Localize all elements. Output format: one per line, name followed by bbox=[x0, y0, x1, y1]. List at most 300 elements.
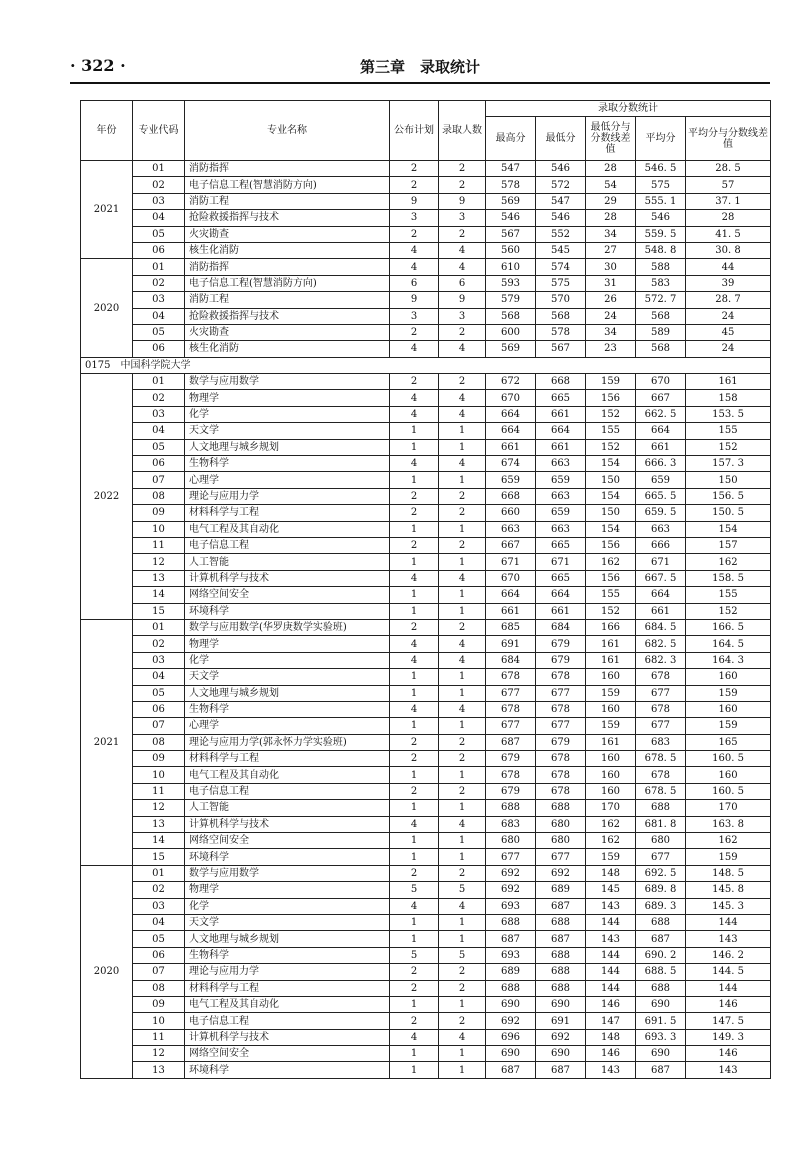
cell-name: 计算机科学与技术 bbox=[185, 1029, 390, 1045]
cell-plan: 1 bbox=[390, 587, 439, 603]
cell-year: 2021 bbox=[81, 161, 133, 259]
cell-name: 网络空间安全 bbox=[185, 1046, 390, 1062]
cell-plan: 1 bbox=[390, 472, 439, 488]
cell-name: 人文地理与城乡规划 bbox=[185, 439, 390, 455]
cell-avg: 548. 8 bbox=[636, 242, 686, 258]
cell-avg-diff: 156. 5 bbox=[686, 488, 771, 504]
cell-min: 575 bbox=[536, 275, 586, 291]
cell-min: 678 bbox=[536, 751, 586, 767]
table-row bbox=[81, 456, 771, 472]
cell-admitted: 1 bbox=[439, 849, 486, 865]
cell-plan: 2 bbox=[390, 324, 439, 340]
cell-max: 578 bbox=[486, 177, 536, 193]
cell-admitted: 1 bbox=[439, 554, 486, 570]
cell-code: 08 bbox=[133, 488, 185, 504]
cell-max: 661 bbox=[486, 439, 536, 455]
cell-plan: 1 bbox=[390, 996, 439, 1012]
table-row bbox=[81, 636, 771, 652]
cell-min-diff: 156 bbox=[586, 390, 636, 406]
header-rule bbox=[70, 82, 770, 84]
cell-code: 11 bbox=[133, 1029, 185, 1045]
cell-max: 680 bbox=[486, 833, 536, 849]
col-name: 专业名称 bbox=[185, 101, 390, 161]
cell-admitted: 4 bbox=[439, 406, 486, 422]
cell-plan: 1 bbox=[390, 1062, 439, 1078]
cell-avg-diff: 160 bbox=[686, 701, 771, 717]
cell-plan: 1 bbox=[390, 718, 439, 734]
cell-max: 660 bbox=[486, 505, 536, 521]
cell-code: 07 bbox=[133, 718, 185, 734]
cell-plan: 1 bbox=[390, 931, 439, 947]
cell-avg-diff: 149. 3 bbox=[686, 1029, 771, 1045]
cell-code: 06 bbox=[133, 701, 185, 717]
cell-admitted: 1 bbox=[439, 996, 486, 1012]
cell-min: 679 bbox=[536, 734, 586, 750]
cell-avg-diff: 155 bbox=[686, 587, 771, 603]
cell-min-diff: 146 bbox=[586, 996, 636, 1012]
cell-min: 661 bbox=[536, 439, 586, 455]
cell-max: 678 bbox=[486, 701, 536, 717]
cell-name: 网络空间安全 bbox=[185, 833, 390, 849]
cell-code: 07 bbox=[133, 472, 185, 488]
cell-max: 569 bbox=[486, 341, 536, 357]
cell-code: 11 bbox=[133, 537, 185, 553]
cell-avg: 687 bbox=[636, 931, 686, 947]
cell-admitted: 2 bbox=[439, 751, 486, 767]
cell-name: 材料科学与工程 bbox=[185, 505, 390, 521]
cell-name: 电子信息工程 bbox=[185, 1013, 390, 1029]
cell-avg-diff: 165 bbox=[686, 734, 771, 750]
cell-min: 678 bbox=[536, 767, 586, 783]
cell-name: 电子信息工程(智慧消防方向) bbox=[185, 275, 390, 291]
cell-avg: 659 bbox=[636, 472, 686, 488]
cell-admitted: 1 bbox=[439, 439, 486, 455]
table-row bbox=[81, 751, 771, 767]
cell-max: 610 bbox=[486, 259, 536, 275]
col-year: 年份 bbox=[81, 101, 133, 161]
cell-code: 02 bbox=[133, 882, 185, 898]
cell-admitted: 1 bbox=[439, 914, 486, 930]
cell-code: 03 bbox=[133, 406, 185, 422]
cell-plan: 1 bbox=[390, 554, 439, 570]
table-row bbox=[81, 1046, 771, 1062]
cell-avg-diff: 157 bbox=[686, 537, 771, 553]
cell-avg: 688 bbox=[636, 914, 686, 930]
cell-plan: 4 bbox=[390, 636, 439, 652]
cell-name: 生物科学 bbox=[185, 947, 390, 963]
cell-avg-diff: 145. 8 bbox=[686, 882, 771, 898]
cell-code: 02 bbox=[133, 275, 185, 291]
cell-admitted: 2 bbox=[439, 324, 486, 340]
cell-min: 678 bbox=[536, 669, 586, 685]
cell-min-diff: 150 bbox=[586, 472, 636, 488]
cell-min: 687 bbox=[536, 1062, 586, 1078]
cell-max: 687 bbox=[486, 931, 536, 947]
table-row bbox=[81, 685, 771, 701]
cell-avg: 671 bbox=[636, 554, 686, 570]
cell-min-diff: 160 bbox=[586, 669, 636, 685]
cell-max: 593 bbox=[486, 275, 536, 291]
cell-max: 671 bbox=[486, 554, 536, 570]
cell-name: 人工智能 bbox=[185, 800, 390, 816]
cell-min: 688 bbox=[536, 964, 586, 980]
cell-min-diff: 162 bbox=[586, 833, 636, 849]
cell-avg-diff: 160. 5 bbox=[686, 751, 771, 767]
cell-min-diff: 144 bbox=[586, 964, 636, 980]
cell-plan: 3 bbox=[390, 210, 439, 226]
cell-plan: 2 bbox=[390, 226, 439, 242]
cell-plan: 1 bbox=[390, 521, 439, 537]
cell-avg-diff: 159 bbox=[686, 685, 771, 701]
cell-avg: 688. 5 bbox=[636, 964, 686, 980]
cell-admitted: 1 bbox=[439, 800, 486, 816]
cell-name: 环境科学 bbox=[185, 603, 390, 619]
cell-min-diff: 159 bbox=[586, 718, 636, 734]
cell-min-diff: 31 bbox=[586, 275, 636, 291]
cell-admitted: 1 bbox=[439, 1062, 486, 1078]
cell-avg: 689. 3 bbox=[636, 898, 686, 914]
cell-avg: 555. 1 bbox=[636, 193, 686, 209]
cell-max: 685 bbox=[486, 619, 536, 635]
cell-code: 05 bbox=[133, 931, 185, 947]
cell-name: 数学与应用数学 bbox=[185, 374, 390, 390]
cell-min: 546 bbox=[536, 210, 586, 226]
cell-code: 03 bbox=[133, 193, 185, 209]
cell-plan: 2 bbox=[390, 980, 439, 996]
cell-min-diff: 26 bbox=[586, 292, 636, 308]
cell-admitted: 1 bbox=[439, 521, 486, 537]
cell-name: 心理学 bbox=[185, 472, 390, 488]
cell-min-diff: 154 bbox=[586, 456, 636, 472]
cell-max: 560 bbox=[486, 242, 536, 258]
cell-code: 04 bbox=[133, 308, 185, 324]
cell-min-diff: 143 bbox=[586, 898, 636, 914]
cell-name: 网络空间安全 bbox=[185, 587, 390, 603]
cell-min: 677 bbox=[536, 718, 586, 734]
cell-name: 理论与应用力学(郭永怀力学实验班) bbox=[185, 734, 390, 750]
cell-min-diff: 160 bbox=[586, 783, 636, 799]
cell-admitted: 4 bbox=[439, 456, 486, 472]
table-row bbox=[81, 914, 771, 930]
cell-code: 14 bbox=[133, 587, 185, 603]
cell-name: 天文学 bbox=[185, 423, 390, 439]
table-row bbox=[81, 1029, 771, 1045]
cell-name: 物理学 bbox=[185, 636, 390, 652]
cell-max: 659 bbox=[486, 472, 536, 488]
cell-name: 火灾勘查 bbox=[185, 226, 390, 242]
cell-name: 材料科学与工程 bbox=[185, 751, 390, 767]
cell-plan: 1 bbox=[390, 914, 439, 930]
cell-avg-diff: 24 bbox=[686, 341, 771, 357]
table-row bbox=[81, 193, 771, 209]
page-header bbox=[70, 52, 770, 82]
cell-plan: 4 bbox=[390, 652, 439, 668]
cell-avg-diff: 163. 8 bbox=[686, 816, 771, 832]
cell-admitted: 3 bbox=[439, 210, 486, 226]
cell-year: 2022 bbox=[81, 374, 133, 620]
cell-avg-diff: 160 bbox=[686, 767, 771, 783]
col-min-diff: 最低分与分数线差值 bbox=[586, 117, 636, 161]
cell-name: 计算机科学与技术 bbox=[185, 816, 390, 832]
cell-avg: 687 bbox=[636, 1062, 686, 1078]
cell-max: 668 bbox=[486, 488, 536, 504]
table-row bbox=[81, 341, 771, 357]
cell-avg: 688 bbox=[636, 800, 686, 816]
table-row bbox=[81, 242, 771, 258]
cell-name: 抢险救援指挥与技术 bbox=[185, 308, 390, 324]
cell-max: 690 bbox=[486, 1046, 536, 1062]
cell-name: 电气工程及其自动化 bbox=[185, 521, 390, 537]
cell-plan: 2 bbox=[390, 751, 439, 767]
cell-admitted: 4 bbox=[439, 390, 486, 406]
cell-avg: 690 bbox=[636, 996, 686, 1012]
cell-admitted: 1 bbox=[439, 669, 486, 685]
table-row bbox=[81, 554, 771, 570]
cell-avg-diff: 154 bbox=[686, 521, 771, 537]
table-row bbox=[81, 226, 771, 242]
cell-admitted: 2 bbox=[439, 1013, 486, 1029]
cell-min-diff: 143 bbox=[586, 1062, 636, 1078]
cell-avg-diff: 162 bbox=[686, 833, 771, 849]
cell-code: 03 bbox=[133, 652, 185, 668]
cell-plan: 4 bbox=[390, 341, 439, 357]
cell-plan: 2 bbox=[390, 865, 439, 881]
cell-min-diff: 34 bbox=[586, 226, 636, 242]
cell-admitted: 2 bbox=[439, 964, 486, 980]
cell-avg: 678 bbox=[636, 767, 686, 783]
cell-avg: 568 bbox=[636, 341, 686, 357]
cell-min-diff: 159 bbox=[586, 374, 636, 390]
table-row bbox=[81, 701, 771, 717]
cell-code: 09 bbox=[133, 996, 185, 1012]
cell-avg-diff: 143 bbox=[686, 931, 771, 947]
table-row bbox=[81, 1062, 771, 1078]
table-row bbox=[81, 816, 771, 832]
cell-name: 物理学 bbox=[185, 882, 390, 898]
table-row bbox=[81, 996, 771, 1012]
cell-admitted: 2 bbox=[439, 505, 486, 521]
cell-max: 677 bbox=[486, 718, 536, 734]
cell-name: 消防工程 bbox=[185, 193, 390, 209]
cell-min-diff: 152 bbox=[586, 603, 636, 619]
cell-avg-diff: 45 bbox=[686, 324, 771, 340]
cell-min-diff: 148 bbox=[586, 865, 636, 881]
cell-avg: 681. 8 bbox=[636, 816, 686, 832]
cell-min: 552 bbox=[536, 226, 586, 242]
cell-avg: 678. 5 bbox=[636, 751, 686, 767]
cell-min: 690 bbox=[536, 1046, 586, 1062]
cell-plan: 4 bbox=[390, 570, 439, 586]
cell-avg-diff: 166. 5 bbox=[686, 619, 771, 635]
cell-code: 12 bbox=[133, 800, 185, 816]
cell-plan: 3 bbox=[390, 308, 439, 324]
cell-plan: 1 bbox=[390, 669, 439, 685]
cell-min-diff: 146 bbox=[586, 1046, 636, 1062]
cell-name: 数学与应用数学(华罗庚数学实验班) bbox=[185, 619, 390, 635]
cell-min: 665 bbox=[536, 570, 586, 586]
table-row bbox=[81, 537, 771, 553]
table-row bbox=[81, 505, 771, 521]
cell-min-diff: 160 bbox=[586, 767, 636, 783]
cell-avg: 559. 5 bbox=[636, 226, 686, 242]
cell-avg-diff: 147. 5 bbox=[686, 1013, 771, 1029]
chapter-title: 第三章 录取统计 bbox=[359, 58, 480, 76]
cell-avg-diff: 152 bbox=[686, 603, 771, 619]
page-number: · 322 · bbox=[70, 56, 126, 75]
cell-name: 环境科学 bbox=[185, 849, 390, 865]
cell-max: 688 bbox=[486, 980, 536, 996]
cell-admitted: 1 bbox=[439, 833, 486, 849]
cell-min-diff: 29 bbox=[586, 193, 636, 209]
table-row bbox=[81, 488, 771, 504]
col-avg-diff: 平均分与分数线差值 bbox=[686, 117, 771, 161]
cell-avg: 667. 5 bbox=[636, 570, 686, 586]
cell-avg-diff: 160 bbox=[686, 669, 771, 685]
cell-min-diff: 144 bbox=[586, 914, 636, 930]
cell-avg-diff: 157. 3 bbox=[686, 456, 771, 472]
cell-admitted: 2 bbox=[439, 537, 486, 553]
cell-min-diff: 160 bbox=[586, 701, 636, 717]
cell-avg: 575 bbox=[636, 177, 686, 193]
cell-admitted: 5 bbox=[439, 882, 486, 898]
cell-name: 消防工程 bbox=[185, 292, 390, 308]
cell-code: 05 bbox=[133, 439, 185, 455]
cell-min: 692 bbox=[536, 1029, 586, 1045]
cell-avg: 677 bbox=[636, 685, 686, 701]
cell-admitted: 2 bbox=[439, 177, 486, 193]
cell-avg-diff: 24 bbox=[686, 308, 771, 324]
cell-max: 661 bbox=[486, 603, 536, 619]
cell-admitted: 9 bbox=[439, 193, 486, 209]
cell-plan: 6 bbox=[390, 275, 439, 291]
cell-avg-diff: 155 bbox=[686, 423, 771, 439]
table-row bbox=[81, 783, 771, 799]
cell-min: 659 bbox=[536, 505, 586, 521]
cell-max: 684 bbox=[486, 652, 536, 668]
cell-min-diff: 159 bbox=[586, 849, 636, 865]
cell-plan: 4 bbox=[390, 1029, 439, 1045]
cell-avg: 678 bbox=[636, 669, 686, 685]
cell-code: 03 bbox=[133, 898, 185, 914]
cell-avg-diff: 158 bbox=[686, 390, 771, 406]
cell-avg: 546 bbox=[636, 210, 686, 226]
cell-min-diff: 161 bbox=[586, 636, 636, 652]
cell-admitted: 1 bbox=[439, 931, 486, 947]
cell-min-diff: 28 bbox=[586, 210, 636, 226]
cell-code: 04 bbox=[133, 210, 185, 226]
cell-year: 2021 bbox=[81, 619, 133, 865]
cell-avg: 588 bbox=[636, 259, 686, 275]
cell-avg: 690. 2 bbox=[636, 947, 686, 963]
cell-code: 12 bbox=[133, 554, 185, 570]
cell-avg: 661 bbox=[636, 603, 686, 619]
cell-min-diff: 159 bbox=[586, 685, 636, 701]
cell-plan: 2 bbox=[390, 177, 439, 193]
cell-min-diff: 34 bbox=[586, 324, 636, 340]
cell-max: 677 bbox=[486, 685, 536, 701]
cell-min: 688 bbox=[536, 914, 586, 930]
cell-name: 数学与应用数学 bbox=[185, 865, 390, 881]
cell-avg: 546. 5 bbox=[636, 161, 686, 177]
cell-admitted: 4 bbox=[439, 341, 486, 357]
cell-avg: 659. 5 bbox=[636, 505, 686, 521]
cell-min-diff: 143 bbox=[586, 931, 636, 947]
cell-code: 15 bbox=[133, 603, 185, 619]
cell-plan: 4 bbox=[390, 816, 439, 832]
cell-min: 663 bbox=[536, 521, 586, 537]
cell-name: 环境科学 bbox=[185, 1062, 390, 1078]
cell-code: 06 bbox=[133, 242, 185, 258]
cell-min: 679 bbox=[536, 636, 586, 652]
cell-max: 690 bbox=[486, 996, 536, 1012]
cell-max: 664 bbox=[486, 406, 536, 422]
cell-min: 680 bbox=[536, 816, 586, 832]
cell-name: 人文地理与城乡规划 bbox=[185, 685, 390, 701]
cell-name: 核生化消防 bbox=[185, 341, 390, 357]
cell-max: 687 bbox=[486, 1062, 536, 1078]
cell-code: 10 bbox=[133, 767, 185, 783]
cell-max: 693 bbox=[486, 947, 536, 963]
cell-name: 抢险救援指挥与技术 bbox=[185, 210, 390, 226]
cell-name: 物理学 bbox=[185, 390, 390, 406]
cell-plan: 4 bbox=[390, 259, 439, 275]
cell-max: 600 bbox=[486, 324, 536, 340]
cell-max: 678 bbox=[486, 767, 536, 783]
cell-code: 06 bbox=[133, 341, 185, 357]
table-row bbox=[81, 570, 771, 586]
cell-avg: 661 bbox=[636, 439, 686, 455]
table-row bbox=[81, 324, 771, 340]
cell-code: 14 bbox=[133, 833, 185, 849]
cell-admitted: 4 bbox=[439, 1029, 486, 1045]
cell-code: 04 bbox=[133, 669, 185, 685]
cell-min: 663 bbox=[536, 488, 586, 504]
cell-min: 661 bbox=[536, 406, 586, 422]
table-row bbox=[81, 619, 771, 635]
cell-name: 生物科学 bbox=[185, 456, 390, 472]
cell-code: 02 bbox=[133, 636, 185, 652]
cell-avg-diff: 150 bbox=[686, 472, 771, 488]
cell-min: 690 bbox=[536, 996, 586, 1012]
cell-admitted: 2 bbox=[439, 374, 486, 390]
cell-avg-diff: 144. 5 bbox=[686, 964, 771, 980]
table-row bbox=[81, 849, 771, 865]
cell-min-diff: 150 bbox=[586, 505, 636, 521]
cell-year: 2020 bbox=[81, 865, 133, 1078]
cell-avg: 666. 3 bbox=[636, 456, 686, 472]
cell-avg-diff: 158. 5 bbox=[686, 570, 771, 586]
cell-min: 668 bbox=[536, 374, 586, 390]
cell-avg-diff: 146. 2 bbox=[686, 947, 771, 963]
cell-max: 672 bbox=[486, 374, 536, 390]
cell-admitted: 4 bbox=[439, 570, 486, 586]
cell-min: 664 bbox=[536, 587, 586, 603]
cell-min-diff: 27 bbox=[586, 242, 636, 258]
cell-plan: 4 bbox=[390, 701, 439, 717]
table-row bbox=[81, 374, 771, 390]
cell-admitted: 4 bbox=[439, 259, 486, 275]
table-row bbox=[81, 177, 771, 193]
cell-admitted: 2 bbox=[439, 865, 486, 881]
cell-max: 663 bbox=[486, 521, 536, 537]
table-row bbox=[81, 292, 771, 308]
cell-admitted: 4 bbox=[439, 701, 486, 717]
cell-name: 心理学 bbox=[185, 718, 390, 734]
cell-name: 化学 bbox=[185, 406, 390, 422]
col-code: 专业代码 bbox=[133, 101, 185, 161]
cell-plan: 4 bbox=[390, 406, 439, 422]
cell-code: 05 bbox=[133, 324, 185, 340]
